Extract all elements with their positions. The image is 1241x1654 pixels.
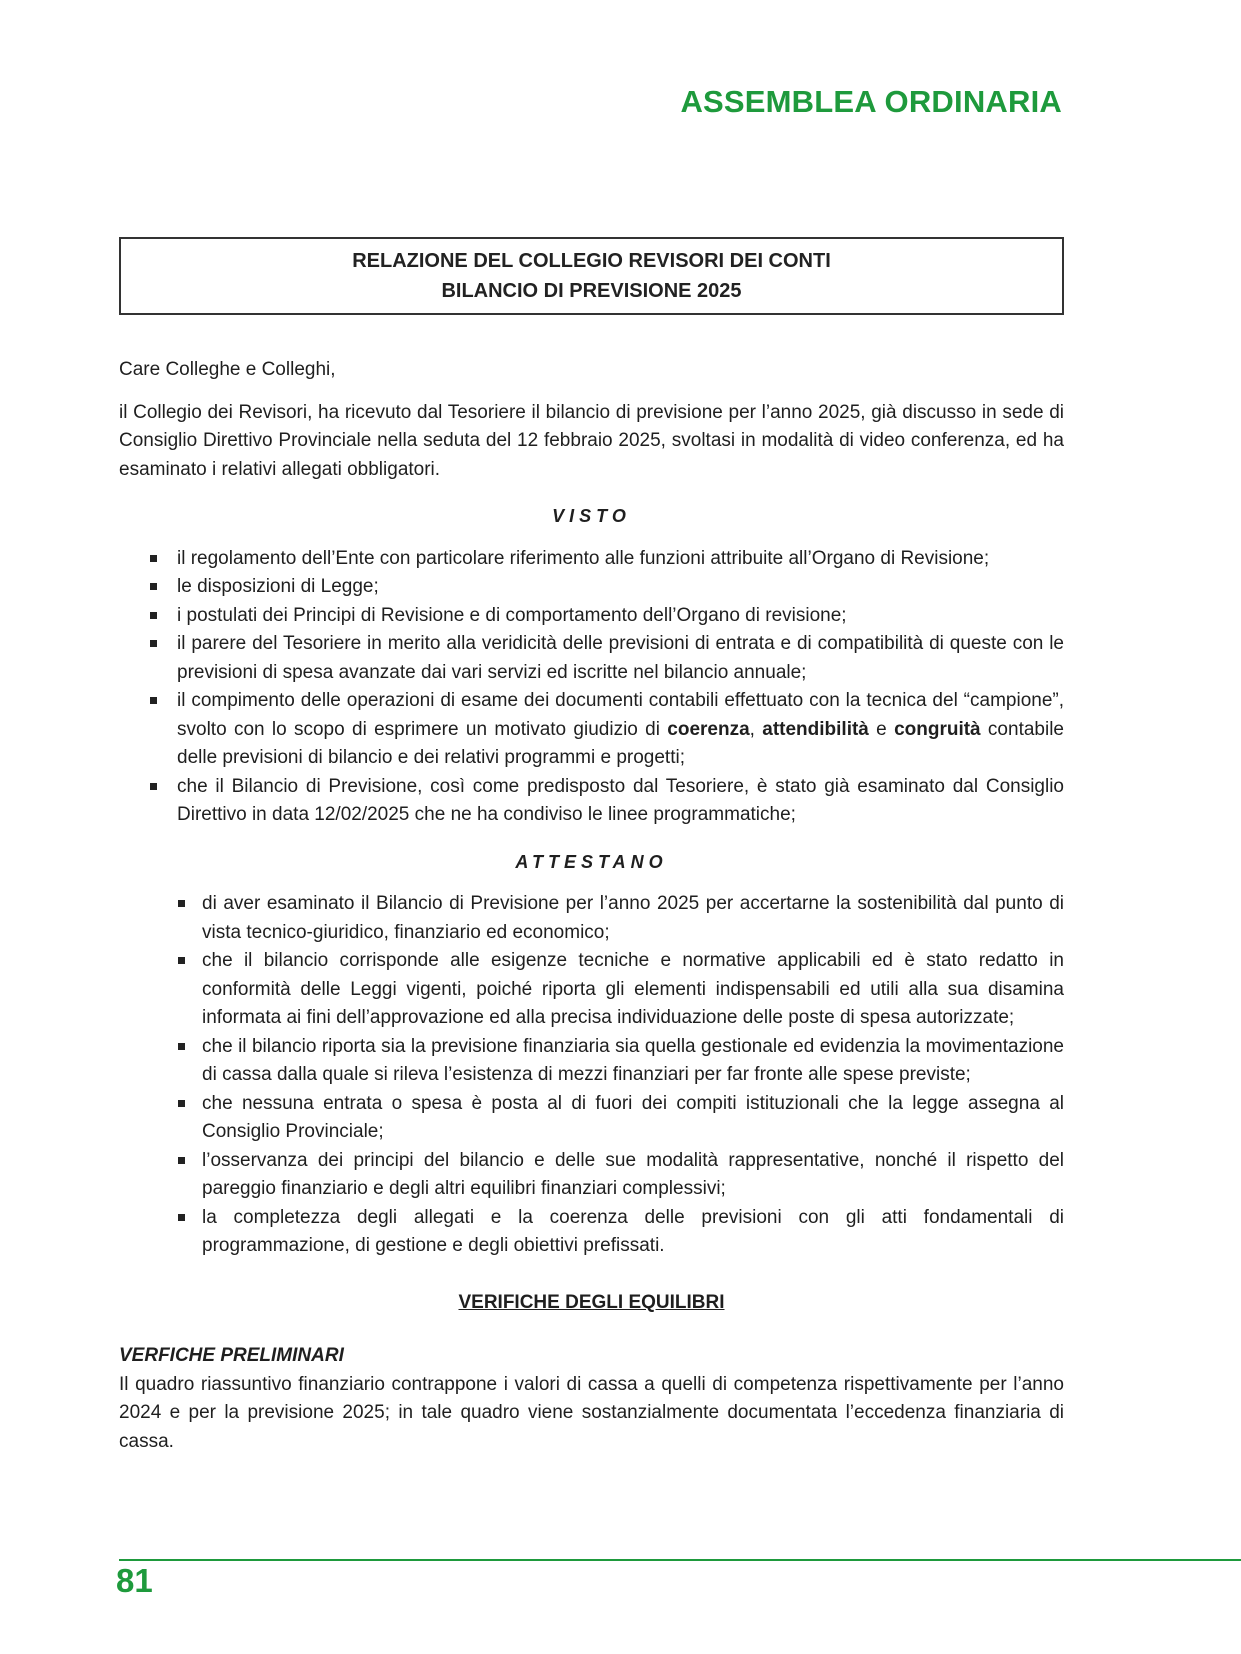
list-item: che nessuna entrata o spesa è posta al di fuori dei compiti istituzionali che la legge assegna al Consiglio Provinciale;: [119, 1090, 1064, 1147]
verifiche-heading: VERIFICHE DEGLI EQUILIBRI: [458, 1291, 725, 1313]
header-title: ASSEMBLEA ORDINARIA: [680, 84, 1062, 119]
list-item-text: il compimento delle operazioni di esame dei documenti contabili effettuato con la tecnica del “campione”, svolto con lo scopo di esprimere un motivato giudizio di: [177, 690, 1064, 740]
separator: e: [868, 718, 895, 740]
list-item: le disposizioni di Legge;: [119, 573, 1064, 602]
visto-list: [119, 545, 1064, 830]
bold-congruita: congruità: [894, 718, 981, 740]
separator: ,: [749, 718, 763, 740]
report-title-line1: RELAZIONE DEL COLLEGIO REVISORI DEI CONTI: [352, 250, 831, 272]
footer-divider: [119, 1559, 1241, 1561]
list-item: che il Bilancio di Previsione, così come predisposto dal Tesoriere, è stato già esaminato dal Consiglio Direttivo in data 12/02/2025 che ne ha condiviso le linee programmatiche;: [119, 773, 1064, 830]
document-body: [119, 356, 1064, 1456]
intro-paragraph: il Collegio dei Revisori, ha ricevuto dal Tesoriere il bilancio di previsione per l’anno 2025, già discusso in sede di Consiglio Direttivo Provinciale nella seduta del 12 febbraio 2025, svoltasi in modalità di video conferenza, ed ha esaminato i relativi allegati obbligatori.: [119, 401, 1064, 480]
attestano-list: [119, 890, 1064, 1261]
list-item: che il bilancio corrisponde alle esigenze tecniche e normative applicabili ed è stato redatto in conformità delle Leggi vigenti, poiché riporta gli elementi indispensabili ed utili alla sua disamina informata ai fini dell’approvazione ed alla precisa individuazione delle poste di spesa autorizzate;: [119, 947, 1064, 1033]
list-item: [119, 687, 1064, 773]
list-item: l’osservanza dei principi del bilancio e delle sue modalità rappresentative, nonché il rispetto del pareggio finanziario e degli altri equilibri finanziari complessivi;: [119, 1147, 1064, 1204]
list-item: la completezza degli allegati e la coerenza delle previsioni con gli atti fondamentali di programmazione, di gestione e degli obiettivi prefissati.: [119, 1204, 1064, 1261]
verifiche-subheading: VERFICHE PRELIMINARI: [119, 1345, 344, 1366]
list-item-text: contabile delle previsioni di bilancio e dei relativi programmi e progetti;: [177, 718, 1064, 768]
visto-heading: VISTO: [552, 506, 631, 526]
list-item: di aver esaminato il Bilancio di Previsione per l’anno 2025 per accertarne la sostenibilità dal punto di vista tecnico-giuridico, finanziario ed economico;: [119, 890, 1064, 947]
list-item: il regolamento dell’Ente con particolare riferimento alle funzioni attribuite all’Organo di Revisione;: [119, 545, 1064, 574]
bold-coerenza: coerenza: [667, 718, 750, 740]
page-number: 81: [116, 1562, 153, 1599]
verifiche-paragraph: Il quadro riassuntivo finanziario contrappone i valori di cassa a quelli di competenza rispettivamente per l’anno 2024 e per la previsione 2025; in tale quadro viene sostanzialmente documentata l’eccedenza finanziaria di cassa.: [119, 1373, 1064, 1452]
report-title-line2: BILANCIO DI PREVISIONE 2025: [441, 280, 742, 302]
greeting: Care Colleghe e Colleghi,: [119, 359, 336, 380]
report-title-box: [119, 237, 1064, 315]
bold-attendibilita: attendibilità: [762, 718, 869, 740]
attestano-heading: ATTESTANO: [515, 851, 668, 872]
list-item: il parere del Tesoriere in merito alla veridicità delle previsioni di entrata e di compatibilità di queste con le previsioni di spesa avanzate dai vari servizi ed iscritte nel bilancio annuale;: [119, 630, 1064, 687]
list-item: i postulati dei Principi di Revisione e di comportamento dell’Organo di revisione;: [119, 602, 1064, 631]
list-item: che il bilancio riporta sia la previsione finanziaria sia quella gestionale ed evidenzia la movimentazione di cassa dalla quale si rileva l’esistenza di mezzi finanziari per far fronte alle spese previste;: [119, 1033, 1064, 1090]
